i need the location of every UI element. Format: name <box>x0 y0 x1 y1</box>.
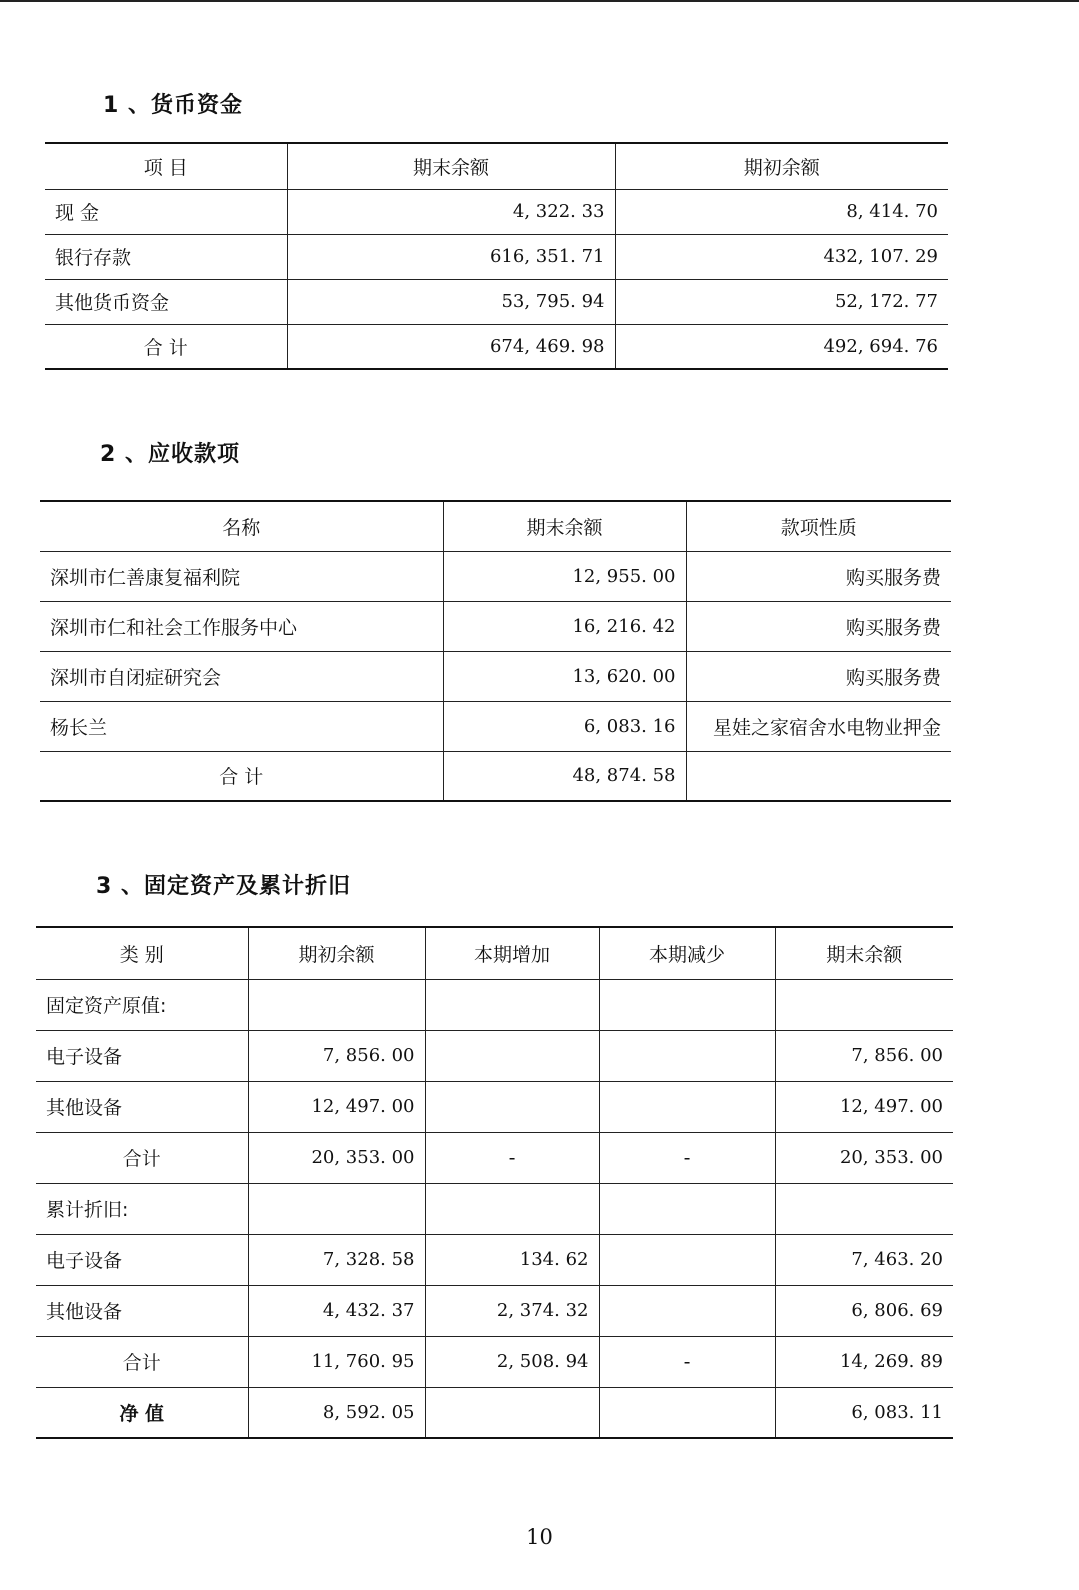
row-label: 其他设备 <box>36 1285 248 1336</box>
increase-value: 2, 374. 32 <box>425 1285 599 1336</box>
header-item: 项 目 <box>45 143 287 189</box>
opening-value: 8, 592. 05 <box>248 1387 425 1438</box>
decrease-value <box>599 1183 775 1234</box>
ending-total: 48, 874. 58 <box>443 751 686 801</box>
row-label: 银行存款 <box>45 234 287 279</box>
header-opening-balance: 期初余额 <box>615 143 948 189</box>
header-nature: 款项性质 <box>686 501 951 551</box>
ending-value: 616, 351. 71 <box>287 234 615 279</box>
nature: 购买服务费 <box>686 601 951 651</box>
row-label: 累计折旧: <box>36 1183 248 1234</box>
table-row <box>45 189 948 234</box>
debtor-name: 杨长兰 <box>40 701 443 751</box>
decrease-value <box>599 1030 775 1081</box>
row-label: 电子设备 <box>36 1234 248 1285</box>
ending-total: 674, 469. 98 <box>287 324 615 369</box>
opening-value: 52, 172. 77 <box>615 279 948 324</box>
ending-value <box>775 1183 953 1234</box>
increase-value <box>425 1081 599 1132</box>
ending-value: 12, 955. 00 <box>443 551 686 601</box>
table-row <box>36 1234 953 1285</box>
table-row <box>36 1030 953 1081</box>
total-row <box>40 751 951 801</box>
nature: 购买服务费 <box>686 651 951 701</box>
decrease-value <box>599 1081 775 1132</box>
decrease-value: - <box>599 1132 775 1183</box>
row-label: 其他设备 <box>36 1081 248 1132</box>
decrease-value <box>599 1285 775 1336</box>
page-number: 10 <box>526 1525 553 1549</box>
increase-value <box>425 979 599 1030</box>
table-row <box>36 1183 953 1234</box>
section-title-fixed-assets: 3 、固定资产及累计折旧 <box>96 874 351 899</box>
table-row <box>36 979 953 1030</box>
increase-value: 134. 62 <box>425 1234 599 1285</box>
decrease-value: - <box>599 1336 775 1387</box>
opening-value: 432, 107. 29 <box>615 234 948 279</box>
debtor-name: 深圳市仁和社会工作服务中心 <box>40 601 443 651</box>
ending-value: 6, 083. 11 <box>775 1387 953 1438</box>
opening-value: 8, 414. 70 <box>615 189 948 234</box>
increase-value: - <box>425 1132 599 1183</box>
ending-value: 16, 216. 42 <box>443 601 686 651</box>
increase-value <box>425 1183 599 1234</box>
ending-value: 53, 795. 94 <box>287 279 615 324</box>
total-row <box>45 324 948 369</box>
table-row <box>45 279 948 324</box>
ending-value <box>775 979 953 1030</box>
increase-value: 2, 508. 94 <box>425 1336 599 1387</box>
header-ending-balance: 期末余额 <box>443 501 686 551</box>
decrease-value <box>599 1387 775 1438</box>
row-label: 电子设备 <box>36 1030 248 1081</box>
section-title-cash: 1 、货币资金 <box>103 93 243 118</box>
subtotal-label: 合计 <box>36 1132 248 1183</box>
table-row <box>45 234 948 279</box>
decrease-value <box>599 1234 775 1285</box>
table-row <box>40 701 951 751</box>
ending-value: 7, 856. 00 <box>775 1030 953 1081</box>
top-border <box>0 0 1079 2</box>
header-ending-balance: 期末余额 <box>287 143 615 189</box>
subtotal-label: 合计 <box>36 1336 248 1387</box>
ending-value: 6, 806. 69 <box>775 1285 953 1336</box>
ending-value: 20, 353. 00 <box>775 1132 953 1183</box>
row-label: 其他货币资金 <box>45 279 287 324</box>
opening-total: 492, 694. 76 <box>615 324 948 369</box>
header-name: 名称 <box>40 501 443 551</box>
table-row <box>40 651 951 701</box>
nature: 购买服务费 <box>686 551 951 601</box>
total-label: 合 计 <box>45 324 287 369</box>
increase-value <box>425 1387 599 1438</box>
decrease-value <box>599 979 775 1030</box>
debtor-name: 深圳市仁善康复福利院 <box>40 551 443 601</box>
table-row <box>40 601 951 651</box>
ending-value: 7, 463. 20 <box>775 1234 953 1285</box>
header-category: 类 别 <box>36 927 248 979</box>
ending-value: 14, 269. 89 <box>775 1336 953 1387</box>
row-label: 固定资产原值: <box>36 979 248 1030</box>
section-title-receivables: 2 、应收款项 <box>100 442 240 467</box>
opening-value <box>248 979 425 1030</box>
opening-value: 20, 353. 00 <box>248 1132 425 1183</box>
opening-value: 4, 432. 37 <box>248 1285 425 1336</box>
cash-table <box>45 142 948 370</box>
increase-value <box>425 1030 599 1081</box>
opening-value: 7, 856. 00 <box>248 1030 425 1081</box>
ending-value: 13, 620. 00 <box>443 651 686 701</box>
table-row <box>36 1285 953 1336</box>
header-opening-balance: 期初余额 <box>248 927 425 979</box>
opening-value: 12, 497. 00 <box>248 1081 425 1132</box>
net-value-label: 净 值 <box>36 1387 248 1438</box>
table-row <box>40 551 951 601</box>
fixed-assets-table <box>36 926 953 1439</box>
subtotal-row <box>36 1132 953 1183</box>
table-row <box>36 1081 953 1132</box>
opening-value <box>248 1183 425 1234</box>
header-ending-balance: 期末余额 <box>775 927 953 979</box>
opening-value: 7, 328. 58 <box>248 1234 425 1285</box>
ending-value: 6, 083. 16 <box>443 701 686 751</box>
ending-value: 12, 497. 00 <box>775 1081 953 1132</box>
opening-value: 11, 760. 95 <box>248 1336 425 1387</box>
subtotal-row <box>36 1336 953 1387</box>
net-value-row <box>36 1387 953 1438</box>
ending-value: 4, 322. 33 <box>287 189 615 234</box>
nature: 星娃之家宿舍水电物业押金 <box>686 701 951 751</box>
debtor-name: 深圳市自闭症研究会 <box>40 651 443 701</box>
header-increase: 本期增加 <box>425 927 599 979</box>
nature <box>686 751 951 801</box>
receivables-table <box>40 500 951 802</box>
row-label: 现 金 <box>45 189 287 234</box>
header-decrease: 本期减少 <box>599 927 775 979</box>
total-label: 合 计 <box>40 751 443 801</box>
